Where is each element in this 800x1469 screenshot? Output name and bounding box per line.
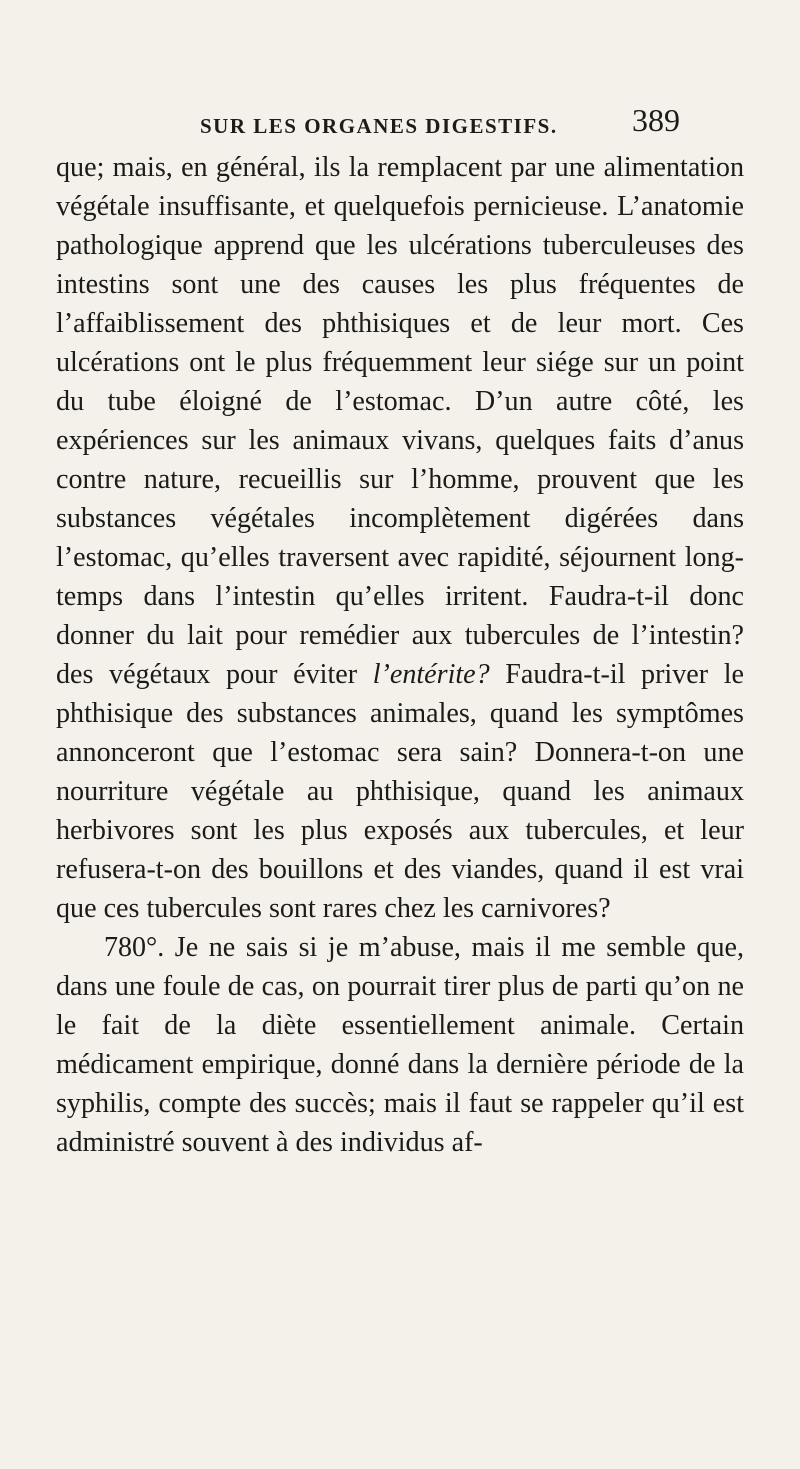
- paragraph-1-text-b: Faudra-t-il priver le phthisique des substances animales, quand les symptômes annonceront que l’estomac sera sain? Donnera-t-on une nourriture végétale au phthisique, quand les animaux herbivores sont les plus exposés aux tubercules, et leur refusera-t-on des bouillons et des viandes, quand il est vrai que ces tubercules sont rares chez les carnivores?: [56, 659, 744, 924]
- page-number: 389: [632, 102, 680, 138]
- running-head: SUR LES ORGANES DIGESTIFS.: [200, 114, 558, 138]
- paragraph-2-text: Je ne sais si je m’abuse, mais il me semble que, dans une foule de cas, on pourrait tirer plus de parti qu’on ne le fait de la diète essentiellement animale. Certain médicament empirique, donné dans la dernière période de la syphilis, compte des succès; mais il faut se rappeler qu’il est administré souvent à des individus af-: [56, 932, 744, 1158]
- paragraph-780: [56, 928, 744, 1162]
- page-header: [200, 102, 680, 146]
- paragraph-1-text-a: que; mais, en général, ils la remplacent par une alimentation végétale insuffisante, et quelquefois pernicieuse. L’anatomie pathologique apprend que les ulcérations tuberculeuses des intestins sont une des causes les plus fréquentes de l’affaiblissement des phthisiques et de leur mort. Ces ulcérations ont le plus fréquemment leur siége sur un point du tube éloigné de l’estomac. D’un autre côté, les expériences sur les animaux vivans, quelques faits d’anus contre nature, recueillis sur l’homme, prouvent que les substances végétales incomplètement digérées dans l’estomac, qu’elles traversent avec rapidité, séjournent long-temps dans l’intestin qu’elles irritent. Faudra-t-il donc donner du lait pour remédier aux tubercules de l’intestin? des végétaux pour éviter: [56, 152, 744, 690]
- body-text: [56, 148, 744, 1162]
- paragraph-number: 780°.: [104, 932, 165, 963]
- paragraph-continued: [56, 148, 744, 928]
- italic-term: l’entérite?: [372, 659, 490, 690]
